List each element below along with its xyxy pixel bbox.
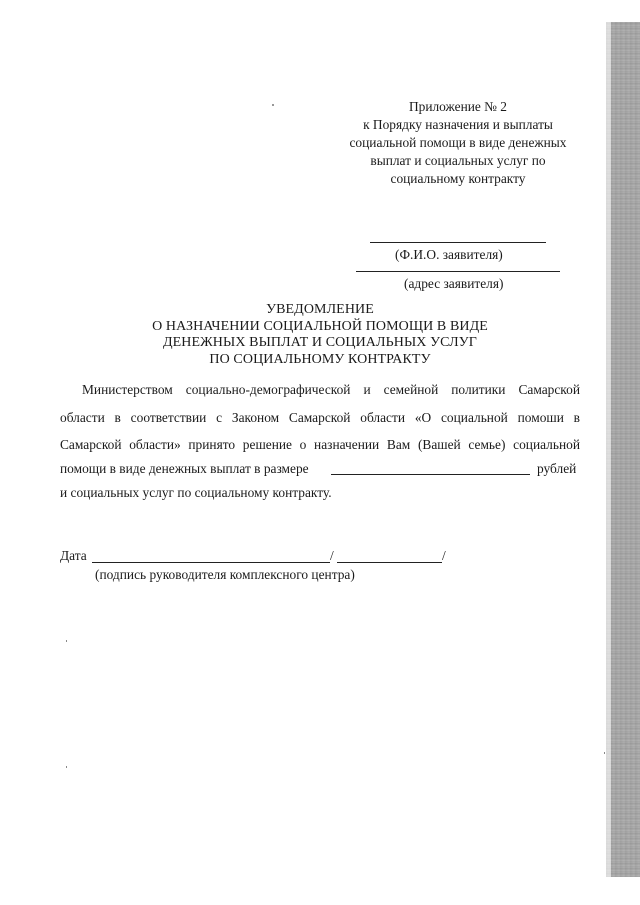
amount-line (331, 474, 530, 475)
applicant-address-line (356, 271, 560, 272)
body-line-4-start: помощи в виде денежных выплат в размере (60, 461, 309, 476)
slash-2: / (442, 548, 446, 563)
applicant-name-line (370, 242, 546, 243)
scan-speck (604, 752, 605, 754)
appendix-line-2: к Порядку назначения и выплаты (363, 117, 553, 132)
body-line-3: Самарской области» принято решение о назначении Вам (Вашей семье) социальной (60, 437, 580, 452)
applicant-name-caption: (Ф.И.О. заявителя) (395, 247, 503, 262)
body-line-2: области в соответствии с Законом Самарской области «О социальной помоши в (60, 410, 580, 425)
appendix-line-5: социальному контракту (390, 171, 526, 186)
scan-speck (66, 640, 67, 642)
heading-line-2: О НАЗНАЧЕНИИ СОЦИАЛЬНОЙ ПОМОЩИ В ВИДЕ (152, 318, 488, 334)
heading-line-1: УВЕДОМЛЕНИЕ (266, 302, 374, 317)
appendix-line-4: выплат и социальных услуг по (370, 153, 546, 168)
appendix-block (336, 98, 580, 188)
notice-heading (110, 302, 530, 368)
body-line-1: Министерством социально-демографической и семейной политики Самарской (82, 382, 580, 397)
scan-edge-artifact (606, 22, 640, 877)
appendix-line-3: социальной помощи в виде денежных (349, 135, 567, 150)
date-signature-line (92, 562, 330, 563)
heading-line-4: ПО СОЦИАЛЬНОМУ КОНТРАКТУ (209, 351, 431, 367)
body-line-4-end: рублей (537, 461, 577, 476)
appendix-line-1: Приложение № 2 (408, 99, 508, 114)
scan-speck (66, 766, 67, 768)
slash-1: / (330, 548, 334, 563)
body-line-5: и социальных услуг по социальному контракту. (60, 485, 332, 500)
date-label: Дата (60, 548, 87, 563)
applicant-address-caption: (адрес заявителя) (404, 276, 504, 291)
scan-speck (272, 104, 274, 106)
heading-line-3: ДЕНЕЖНЫХ ВЫПЛАТ И СОЦИАЛЬНЫХ УСЛУГ (163, 335, 477, 350)
name-line (337, 562, 442, 563)
signature-caption: (подпись руководителя комплексного центра) (95, 567, 355, 582)
